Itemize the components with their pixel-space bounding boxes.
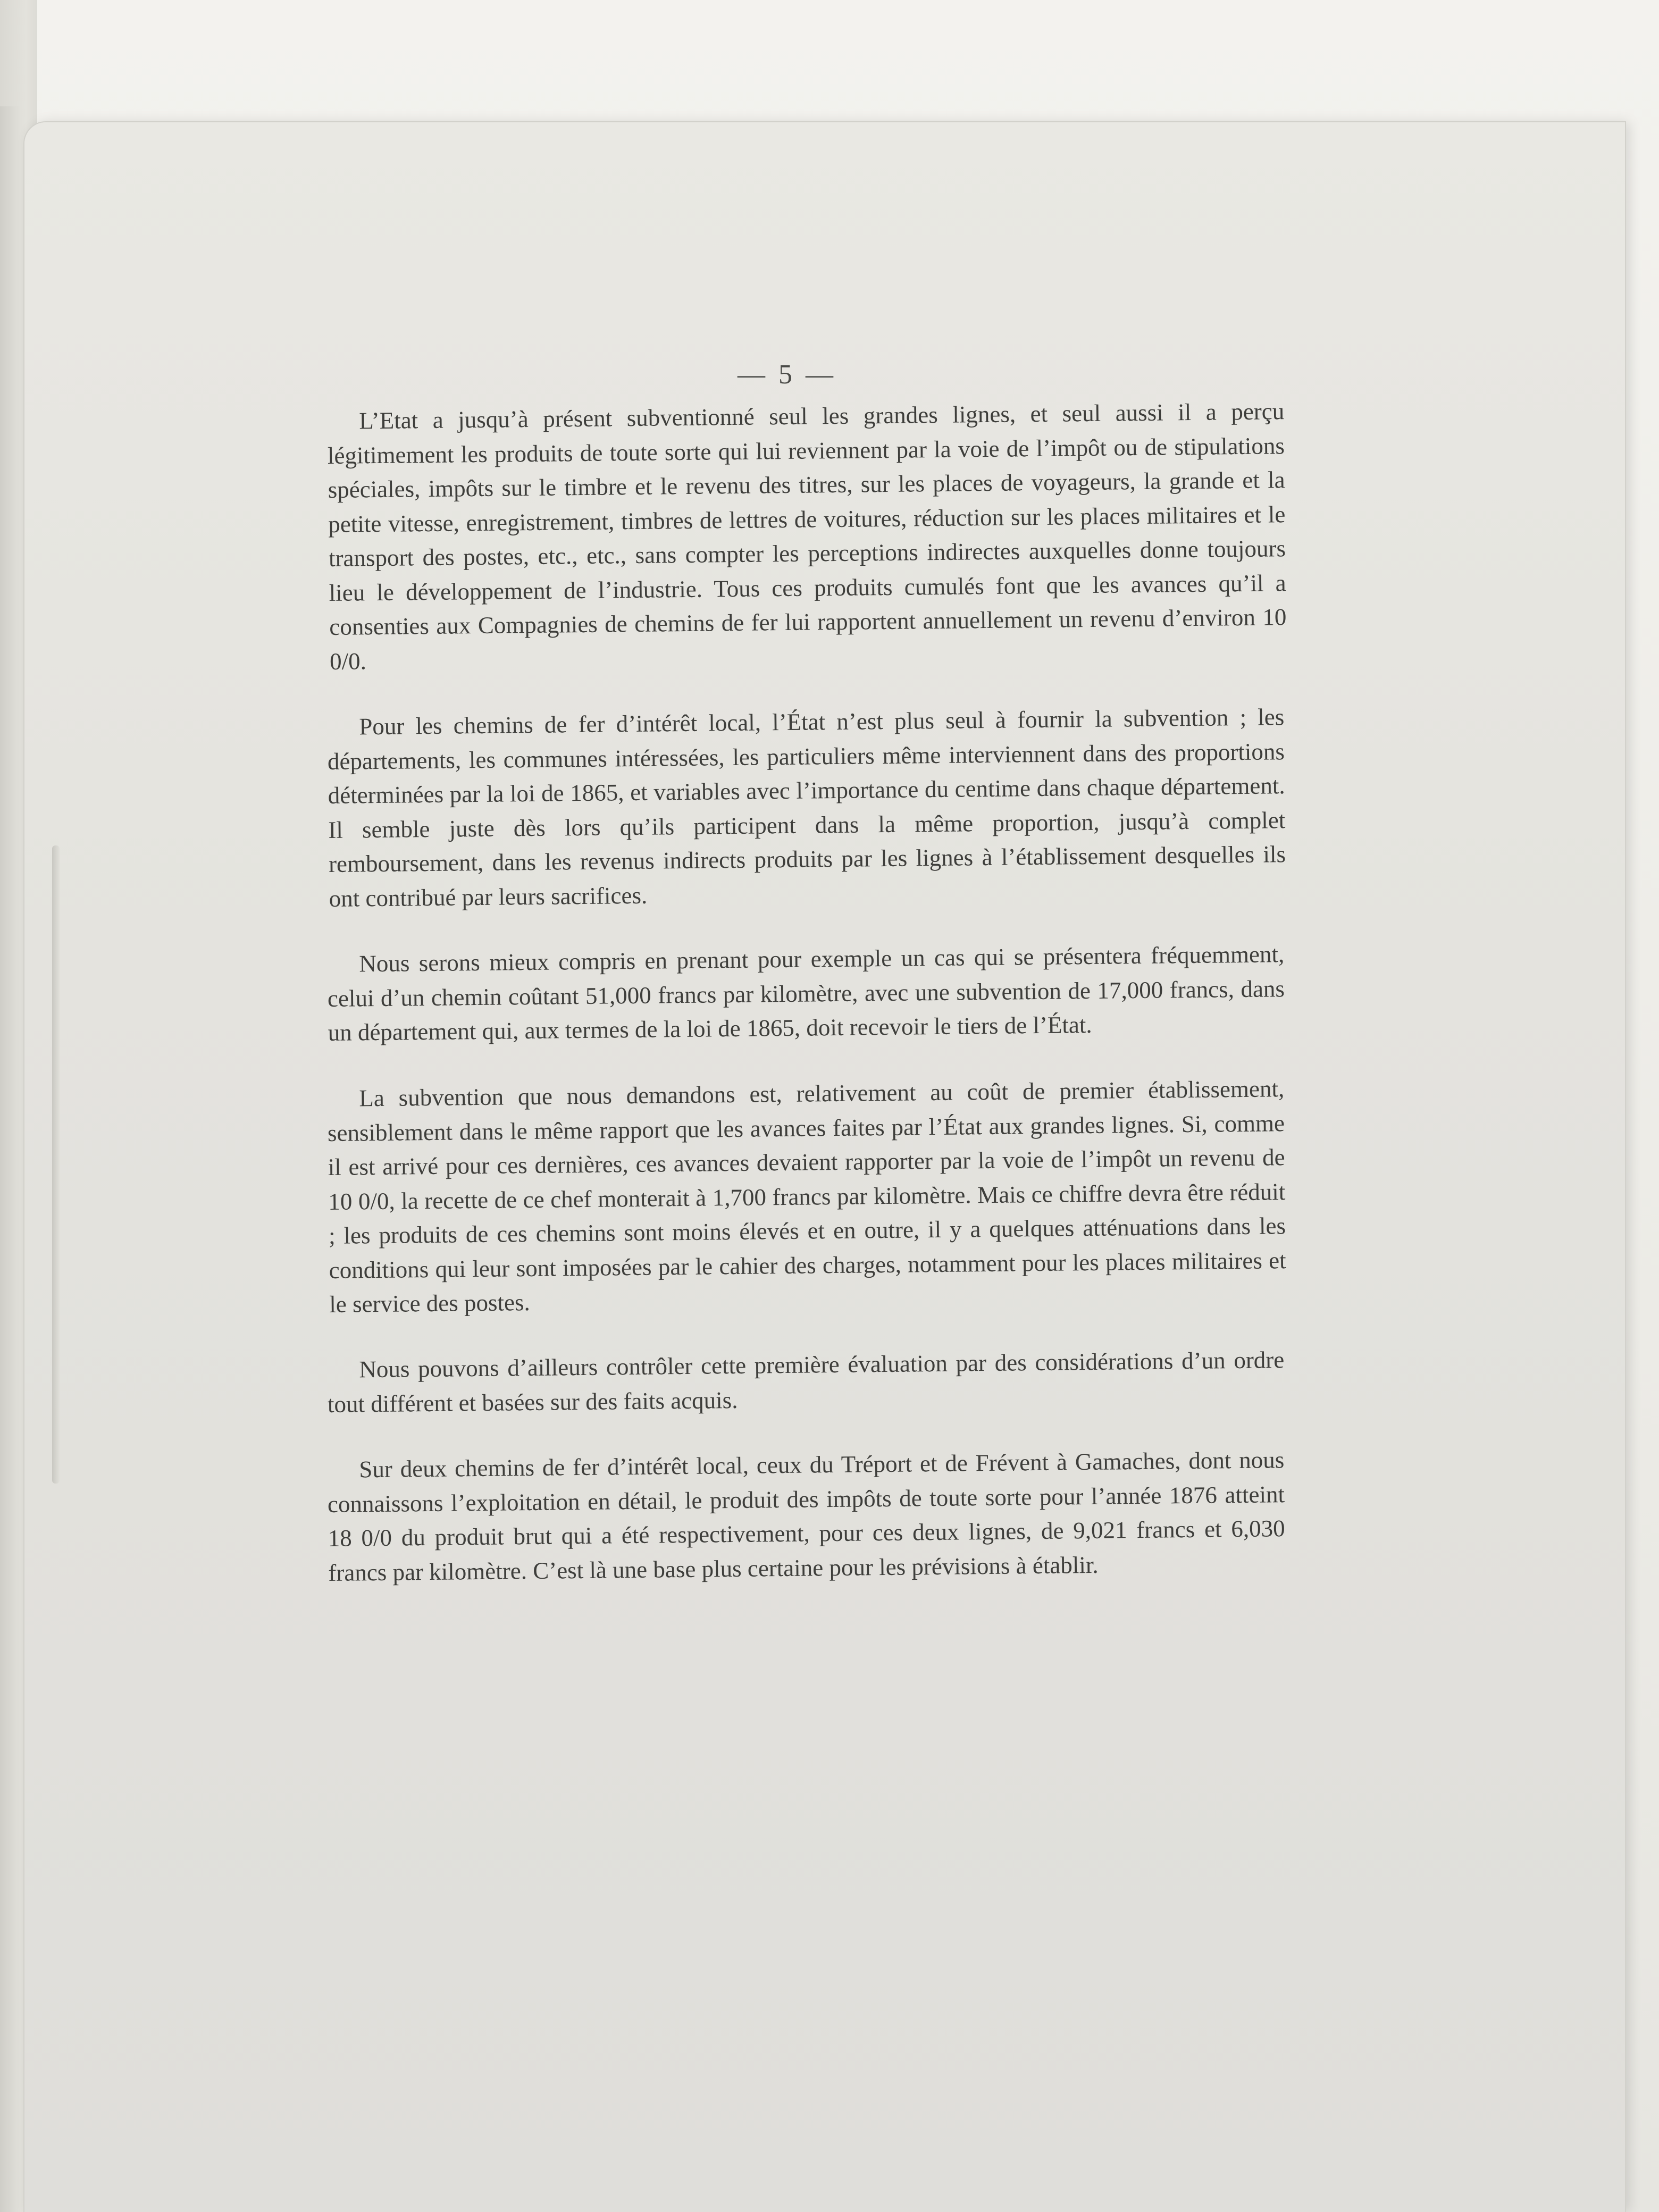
paragraph-2: Pour les chemins de fer d’intérêt local, l’État n’est plus seul à fournir la subvention ; les départements, les communes intéressées, les particuliers même interviennent dans des proportions déterminées par la loi de 1865, et variables avec l’importance du centime dans chaque département. Il semble juste dès lors qu’ils participent dans la même proportion, jusqu’à complet remboursement, dans les revenus indirects produits par les lignes à l’établissement desquelles ils ont contribué par leurs sacrifices. [327, 703, 1286, 912]
paragraph-3: Nous serons mieux compris en prenant pour exemple un cas qui se présentera fréquemment, celui d’un chemin coûtant 51,000 francs par kilomètre, avec une subvention de 17,000 francs, dans un département qui, aux termes de la loi de 1865, doit recevoir le tiers de l’État. [327, 941, 1285, 1046]
paragraph-5: Nous pouvons d’ailleurs contrôler cette première évaluation par des considérations d’un ordre tout différent et basées sur des faits acquis. [327, 1346, 1285, 1418]
paragraph-6: Sur deux chemins de fer d’intérêt local, ceux du Tréport et de Frévent à Gamaches, dont nous connaissons l’exploitation en détail, le produit des impôts de toute sorte pour l’année 1876 atteint 18 0/0 du produit brut qui a été respectivement, pour ces deux lignes, de 9,021 francs et 6,030 francs par kilomètre. C’est là une base plus certaine pour les prévisions à établir. [327, 1446, 1285, 1586]
paragraph-4: La subvention que nous demandons est, relativement au coût de premier établissement, sensiblement dans le même rapport que les avances faites par l’État aux grandes lignes. Si, comme il est arrivé pour ces dernières, ces avances devaient rapporter par la voie de l’impôt un revenu de 10 0/0, la recette de ce chef monterait à 1,700 francs par kilomètre. Mais ce chiffre devra être réduit ; les produits de ces chemins sont moins élevés et en outre, il y a quelques atténuations dans les conditions qui leur sont imposées par le cahier des charges, notamment pour les places militaires et le service des postes. [327, 1075, 1286, 1318]
paragraph-1: L’Etat a jusqu’à présent subventionné seul les grandes lignes, et seul aussi il a perçu légitimement les produits de toute sorte qui lui reviennent par la voie de l’impôt ou de stipulations spéciales, impôts sur le timbre et le revenu des titres, sur les places de voyageurs, la grande et la petite vitesse, enregistrement, timbres de lettres de voitures, réduction sur les places militaires et le transport des postes, etc., etc., sans compter les perceptions indirectes auxquelles donne toujours lieu le développement de l’industrie. Tous ces produits cumulés font que les avances qu’il a consenties aux Compagnies de chemins de fer lui rapportent annuellement un revenu d’environ 10 0/0. [327, 398, 1287, 675]
body-text [327, 398, 1287, 1590]
page-crease [52, 845, 60, 1484]
facing-page-sliver [0, 106, 21, 2212]
page-number: — 5 — [738, 359, 836, 390]
